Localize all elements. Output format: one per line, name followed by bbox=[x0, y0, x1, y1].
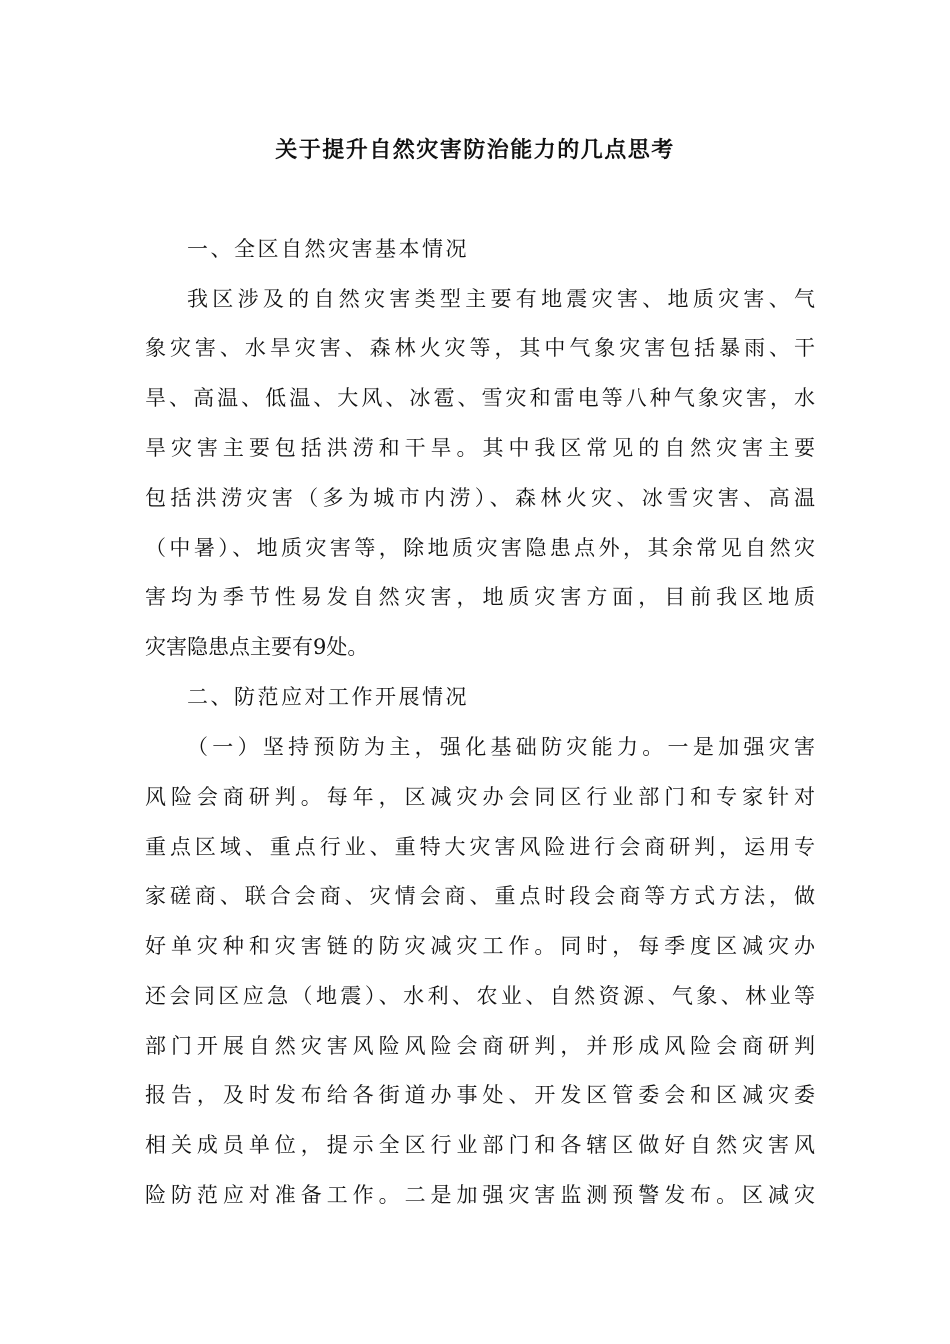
section-heading-1: 一、全区自然灾害基本情况 bbox=[187, 237, 469, 261]
paragraph-line: 家磋商、联合会商、灾情会商、重点时段会商等方式方法，做 bbox=[145, 884, 815, 908]
paragraph-line: 象灾害、水旱灾害、森林火灾等，其中气象灾害包括暴雨、干 bbox=[145, 336, 815, 360]
paragraph-line: 我区涉及的自然灾害类型主要有地震灾害、地质灾害、气 bbox=[187, 287, 815, 311]
paragraph-line: 险防范应对准备工作。二是加强灾害监测预警发布。区减灾 bbox=[145, 1183, 815, 1207]
paragraph-line: （一）坚持预防为主，强化基础防灾能力。一是加强灾害 bbox=[187, 735, 815, 759]
paragraph-line: 灾害隐患点主要有9处。 bbox=[145, 635, 369, 659]
paragraph-line: 包括洪涝灾害（多为城市内涝）、森林火灾、冰雪灾害、高温 bbox=[145, 486, 815, 510]
paragraph-line: 风险会商研判。每年，区减灾办会同区行业部门和专家针对 bbox=[145, 785, 815, 809]
paragraph-line: 好单灾种和灾害链的防灾减灾工作。同时，每季度区减灾办 bbox=[145, 934, 815, 958]
paragraph-line: 还会同区应急（地震）、水利、农业、自然资源、气象、林业等 bbox=[145, 984, 815, 1008]
section-heading-2: 二、防范应对工作开展情况 bbox=[187, 685, 469, 709]
paragraph-line: 相关成员单位，提示全区行业部门和各辖区做好自然灾害风 bbox=[145, 1133, 815, 1157]
document-title: 关于提升自然灾害防治能力的几点思考 bbox=[275, 137, 675, 163]
paragraph-line: 旱、高温、低温、大风、冰雹、雪灾和雷电等八种气象灾害，水 bbox=[145, 386, 815, 410]
paragraph-line: 部门开展自然灾害风险风险会商研判，并形成风险会商研判 bbox=[145, 1034, 815, 1058]
paragraph-line: 害均为季节性易发自然灾害，地质灾害方面，目前我区地质 bbox=[145, 585, 815, 609]
paragraph-line: 重点区域、重点行业、重特大灾害风险进行会商研判，运用专 bbox=[145, 835, 815, 859]
paragraph-line: 报告，及时发布给各街道办事处、开发区管委会和区减灾委 bbox=[145, 1083, 815, 1107]
paragraph-line: 旱灾害主要包括洪涝和干旱。其中我区常见的自然灾害主要 bbox=[145, 436, 815, 460]
paragraph-line: （中暑）、地质灾害等，除地质灾害隐患点外，其余常见自然灾 bbox=[145, 536, 815, 560]
